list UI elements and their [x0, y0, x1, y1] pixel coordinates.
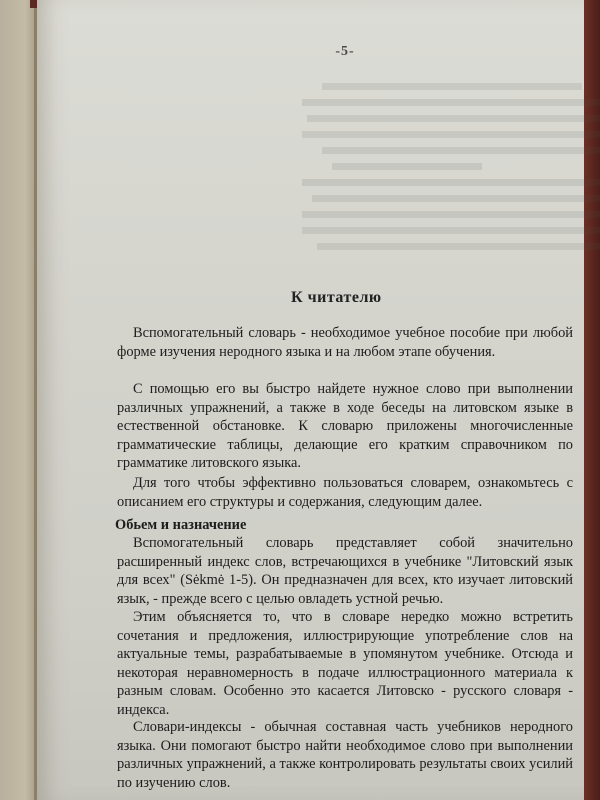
page-heading: К читателю	[291, 289, 382, 306]
adjacent-left-page	[0, 0, 36, 800]
paragraph	[117, 380, 573, 473]
bleed-through-text	[282, 78, 600, 259]
paragraph-text: Словари-индексы - обычная составная часть учебников неродного языка. Они помогают быстро найти необходимое слово при выполнении различных упражнений, а также контролировать результаты своих усилий по изучению слов.	[117, 719, 573, 791]
paragraph-text: Для того чтобы эффективно пользоваться словарем, ознакомьтесь с описанием его структуры и содержания, следующим далее.	[117, 475, 573, 510]
paragraph-text: Вспомогательный словарь представляет собой значительно расширенный индекс слов, встречающихся в учебнике "Литовский язык для всех" (Sėkmė 1-5). Он предназначен для всех, кто изучает литовский язык, - прежде всего с целью овладеть устной речью.	[117, 535, 573, 607]
paragraph	[117, 324, 573, 361]
paragraph	[117, 534, 573, 608]
page-number: -5-	[335, 44, 355, 59]
paragraph	[117, 718, 573, 792]
paragraph	[117, 474, 573, 511]
paragraph-text: Вспомогательный словарь - необходимое учебное пособие при любой форме изучения неродного языка и на любом этапе обучения.	[117, 325, 573, 360]
section-title: Обьем и назначение	[115, 517, 247, 533]
paragraph-text: С помощью его вы быстро найдете нужное слово при выполнении различных упражнений, а также в ходе беседы на литовском языке в естественной обстановке. К словарю приложены многочисленные грамматические таблицы, делающие его кратким справочником по грамматике литовского языка.	[117, 381, 573, 472]
paragraph	[117, 608, 573, 720]
paragraph-text: Этим объясняется то, что в словаре нередко можно встретить сочетания и предложения, иллюстрирующие употребление слов на актуальные темы, разрабатываемые в упомянутом учебнике. Отсюда и некоторая неравномерность в подаче иллюстрационного материала к разным словам. Особенно это касается Литовско - русского словаря - индекса.	[117, 609, 573, 718]
